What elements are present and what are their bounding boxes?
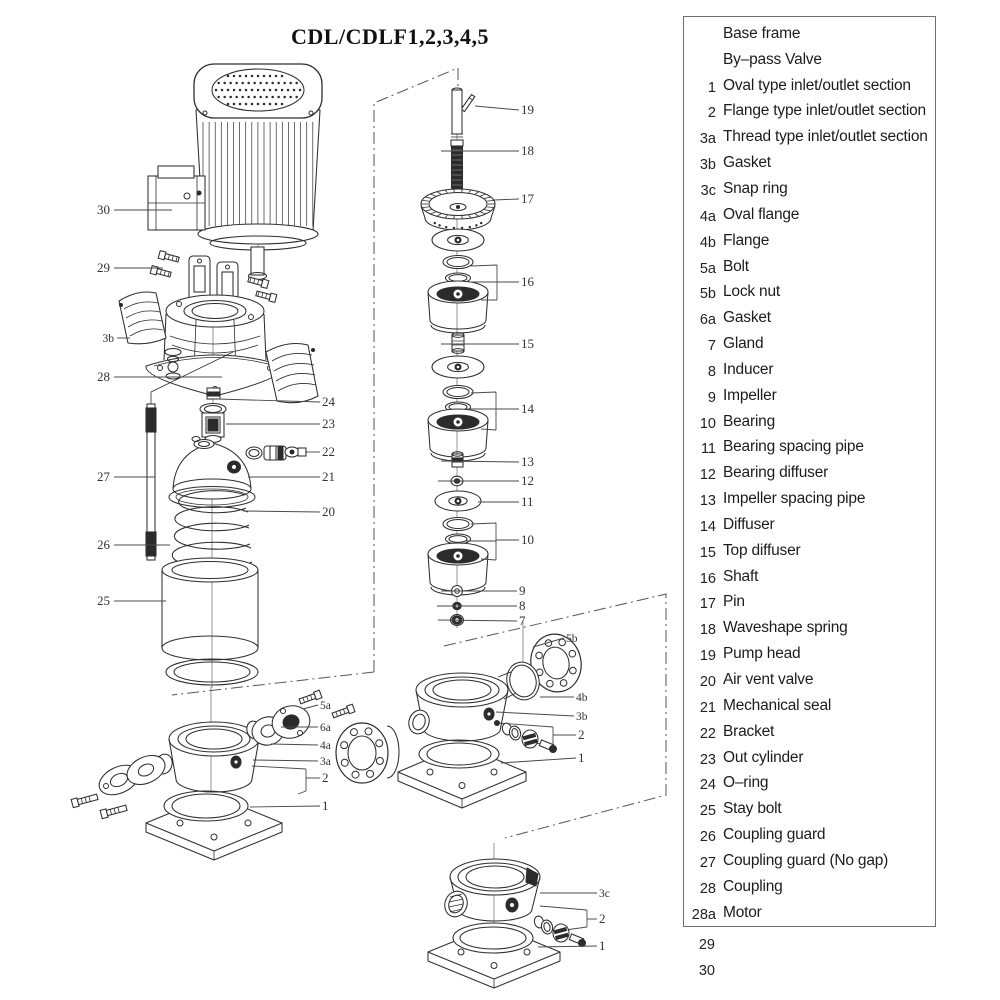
part-number: 3b xyxy=(699,157,716,174)
part-number: 13 xyxy=(699,493,716,510)
part-number: 4a xyxy=(699,208,716,225)
part-label: Motor xyxy=(723,903,762,921)
bolt-icon xyxy=(150,266,171,279)
part-label: Waveshape spring xyxy=(723,619,848,637)
callout-label: 3b xyxy=(576,711,588,723)
bracket-group xyxy=(146,295,284,396)
callout-label: 14 xyxy=(521,401,534,416)
part-number: 2 xyxy=(707,105,716,122)
thread-type-body-group xyxy=(428,859,586,988)
callout-label: 3c xyxy=(599,888,610,900)
parts-list-row xyxy=(684,745,935,771)
part-number: 22 xyxy=(699,725,716,742)
parts-list-row xyxy=(684,357,935,383)
part-label: Oval type inlet/outlet section xyxy=(723,76,911,94)
part-number: 30 xyxy=(698,963,715,979)
part-number: 15 xyxy=(699,544,716,561)
pin-part xyxy=(461,94,475,111)
callout-label: 20 xyxy=(322,504,335,519)
callout-label: 21 xyxy=(322,469,335,484)
callout-label: 10 xyxy=(521,532,534,547)
part-number: 3c xyxy=(700,182,716,199)
parts-list-row xyxy=(684,538,935,564)
part-label: Gasket xyxy=(723,154,771,172)
part-number: 5a xyxy=(699,260,716,277)
parts-list-row xyxy=(684,21,935,47)
callout-label: 11 xyxy=(521,494,534,509)
part-label: Flange xyxy=(723,231,770,249)
part-label: Impeller spacing pipe xyxy=(723,490,866,508)
motor-group xyxy=(148,64,322,280)
part-label: Thread type inlet/outlet section xyxy=(723,128,928,146)
parts-list-row xyxy=(684,47,935,73)
stack-column-group xyxy=(421,88,495,626)
parts-list-row xyxy=(684,796,935,822)
bolt-icon xyxy=(158,251,179,264)
parts-list-row xyxy=(684,279,935,305)
parts-list xyxy=(684,21,935,926)
part-label: Bracket xyxy=(723,722,775,740)
bolt-icon xyxy=(332,704,355,719)
parts-list-row xyxy=(684,73,935,99)
callout-label: 8 xyxy=(519,598,526,613)
part-number: 29 xyxy=(698,937,715,953)
callout-label: 12 xyxy=(521,473,534,488)
parts-list-row xyxy=(684,564,935,590)
callout-label: 26 xyxy=(97,537,110,552)
part-number: 28 xyxy=(699,880,716,897)
parts-list-row xyxy=(684,667,935,693)
parts-list-row xyxy=(684,900,935,926)
part-label: Oval flange xyxy=(723,205,800,223)
part-number: 16 xyxy=(699,570,716,587)
callout-label: 22 xyxy=(322,444,335,459)
part-label: Snap ring xyxy=(723,179,788,197)
bolt-icon xyxy=(299,690,322,705)
part-number: 1 xyxy=(707,79,716,96)
bolt-icon xyxy=(71,793,98,808)
callout-label: 29 xyxy=(97,260,110,275)
parts-list-row xyxy=(683,956,936,982)
bolt-icon xyxy=(255,290,276,303)
part-number: 4b xyxy=(699,234,716,251)
parts-list-row xyxy=(684,822,935,848)
callout-label: 2 xyxy=(322,770,329,785)
parts-list-row xyxy=(684,590,935,616)
parts-list-row xyxy=(684,874,935,900)
part-number: 26 xyxy=(699,829,716,846)
part-label: Bearing spacing pipe xyxy=(723,438,864,456)
part-number: 11 xyxy=(700,441,716,458)
callout-label: 4b xyxy=(576,692,588,704)
parts-list-row xyxy=(684,409,935,435)
parts-list-row xyxy=(684,176,935,202)
callout-label: 19 xyxy=(521,102,534,117)
parts-list-row xyxy=(683,930,936,956)
part-number: 7 xyxy=(707,338,716,355)
part-label: Pin xyxy=(723,593,745,611)
callout-label: 17 xyxy=(521,191,534,206)
part-number: 25 xyxy=(699,803,716,820)
part-label: Top diffuser xyxy=(723,541,801,559)
callout-label: 9 xyxy=(519,583,526,598)
callout-label: 3b xyxy=(102,333,114,345)
parts-list-row xyxy=(684,486,935,512)
callout-label: 2 xyxy=(578,727,585,742)
parts-list-row xyxy=(684,383,935,409)
callout-label: 28 xyxy=(97,369,110,384)
part-number: 5b xyxy=(699,286,716,303)
oval-type-body-group xyxy=(71,690,399,860)
callout-label: 18 xyxy=(521,143,534,158)
part-number: 6a xyxy=(699,312,716,329)
callout-label: 30 xyxy=(97,202,110,217)
part-number: 9 xyxy=(707,389,716,406)
part-label: Gasket xyxy=(723,309,771,327)
parts-list-row xyxy=(684,460,935,486)
parts-list-row xyxy=(684,228,935,254)
callout-label: 27 xyxy=(97,469,110,484)
part-number: 20 xyxy=(699,674,716,691)
parts-list-row xyxy=(684,150,935,176)
part-number: 10 xyxy=(699,415,716,432)
callout-label: 5a xyxy=(320,700,331,712)
callout-label: 2 xyxy=(599,911,606,926)
parts-list-row xyxy=(684,693,935,719)
part-number: 19 xyxy=(699,648,716,665)
part-label: Flange type inlet/outlet section xyxy=(723,102,926,120)
part-number: 8 xyxy=(707,363,716,380)
callout-label: 23 xyxy=(322,416,335,431)
part-label: Pump head xyxy=(723,645,801,663)
parts-list-row xyxy=(684,615,935,641)
part-label: Mechanical seal xyxy=(723,696,832,714)
part-label: Out cylinder xyxy=(723,748,804,766)
callout-label: 1 xyxy=(599,938,606,953)
parts-list-row xyxy=(684,124,935,150)
part-label: Shaft xyxy=(723,567,759,585)
part-label: Coupling guard (No gap) xyxy=(723,851,889,869)
callout-label: 5b xyxy=(566,633,578,645)
callout-label: 4a xyxy=(320,740,331,752)
part-label: Bearing diffuser xyxy=(723,464,829,482)
callout-label: 3a xyxy=(320,756,331,768)
callout-label: 6a xyxy=(320,722,331,734)
part-label: Stay bolt xyxy=(723,800,782,818)
part-number: 3a xyxy=(699,131,716,148)
part-label: Coupling guard xyxy=(723,826,826,844)
part-number: 27 xyxy=(699,854,716,871)
part-number: 28a xyxy=(691,906,716,923)
parts-list-row xyxy=(684,719,935,745)
parts-list-row xyxy=(684,254,935,280)
part-label: Bolt xyxy=(723,257,749,275)
part-label: Inducer xyxy=(723,360,774,378)
part-label: Lock nut xyxy=(723,283,780,301)
part-label: By–pass Valve xyxy=(723,50,822,68)
part-label: Impeller xyxy=(723,386,777,404)
parts-list-row xyxy=(684,331,935,357)
parts-list-row xyxy=(684,641,935,667)
parts-list-overflow xyxy=(683,930,936,982)
part-number: 17 xyxy=(699,596,716,613)
part-number: 24 xyxy=(699,777,716,794)
flange-type-body-group xyxy=(398,629,586,808)
parts-list-row xyxy=(684,99,935,125)
part-number: 21 xyxy=(699,699,716,716)
callout-label: 1 xyxy=(322,798,329,813)
part-label: Diffuser xyxy=(723,515,775,533)
parts-list-row xyxy=(684,305,935,331)
part-label: Gland xyxy=(723,335,764,353)
callout-label: 1 xyxy=(578,750,585,765)
part-number: 23 xyxy=(699,751,716,768)
parts-list-row xyxy=(684,848,935,874)
callout-label: 13 xyxy=(521,454,534,469)
part-label: Coupling xyxy=(723,877,783,895)
part-label: Bearing xyxy=(723,412,776,430)
part-label: O–ring xyxy=(723,774,769,792)
diagram-title: CDL/CDLF1,2,3,4,5 xyxy=(291,24,489,49)
parts-list-row xyxy=(684,435,935,461)
out-cylinder-group xyxy=(162,558,258,685)
parts-list-row xyxy=(684,770,935,796)
callout-label: 24 xyxy=(322,394,335,409)
parts-list-row xyxy=(684,202,935,228)
bolt-icon xyxy=(100,804,127,819)
parts-list-panel xyxy=(683,16,936,927)
callout-label: 16 xyxy=(521,274,534,289)
part-number: 14 xyxy=(699,518,716,535)
callout-label: 7 xyxy=(519,613,526,628)
part-number: 18 xyxy=(699,622,716,639)
part-number: 12 xyxy=(699,467,716,484)
part-label: Air vent valve xyxy=(723,671,814,689)
part-label: Base frame xyxy=(723,24,801,42)
callout-label: 15 xyxy=(521,336,534,351)
parts-list-row xyxy=(684,512,935,538)
callout-label: 25 xyxy=(97,593,110,608)
